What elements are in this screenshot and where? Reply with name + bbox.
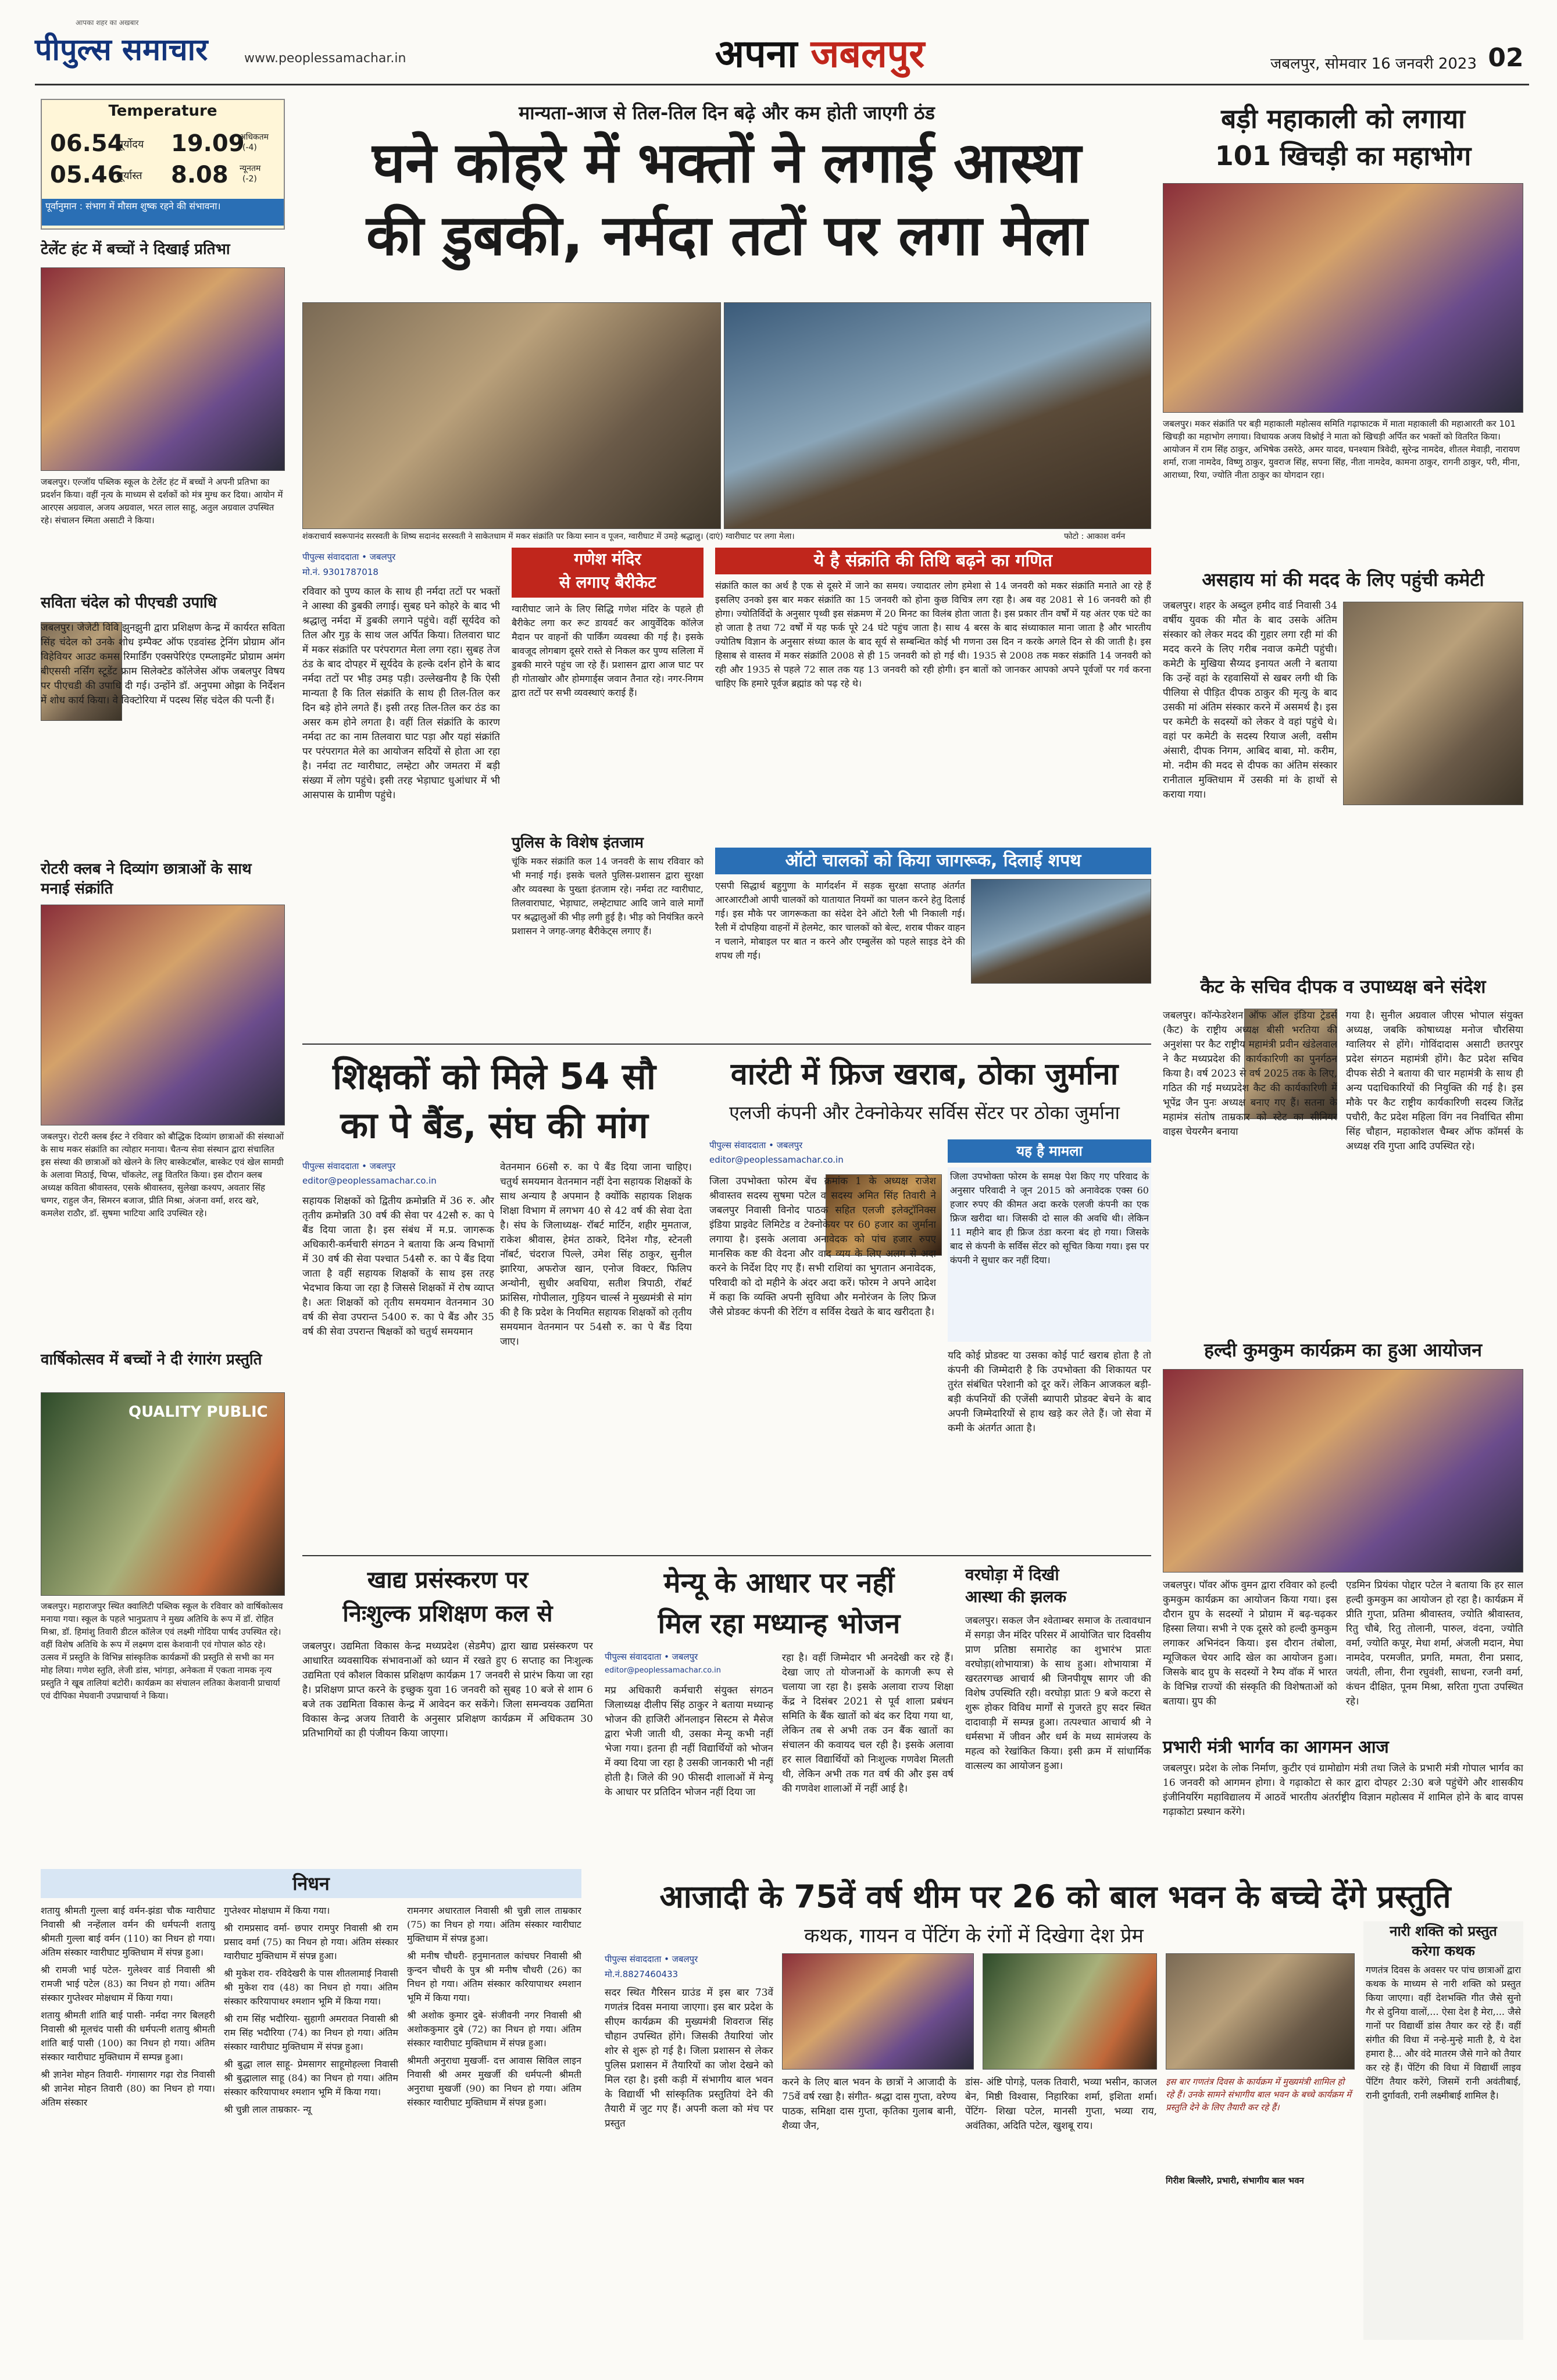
cait-text-col2: गया है। सुनील अग्रवाल जीएस भोपाल संयुक्त अध्यक्ष, जबकि कोषाध्यक्ष मनोज चौरसिया ग्वालियर से होंगे। गोविंदादास असाटी छतरपुर प्रदेश संगठन महामंत्री होंगे। कैट प्रदेश सचिव दीपक सेठी ने बताया की चार महामंत्री के साथ ही अन्य पदाधिकारियों की नियुक्ति की गई है। इस मौके पर कैट राष्ट्रीय कार्यकारिणी सदस्य जितेंद्र पचौरी, कैट प्रदेश महिला विंग नव निर्वाचित सीमा सिंह चौहान, महाकोशल चैम्बर ऑफ कॉमर्स के अध्यक्ष रवि गुप्ता आदि उपस्थित रहे। <box>1346 1010 1523 1152</box>
obituary-col2 <box>224 1904 398 2334</box>
menu-text-col1: मप्र अधिकारी कर्मचारी संयुक्त संगठन जिलाध्यक्ष दीलीप सिंह ठाकुर ने बताया मध्यान्ह भोजन की हाजिरी ऑनलाइन सिस्टम से मैसेज द्वारा भेजी जाती थी, उसका मेन्यू कभी नहीं भेजा गया। इतना ही नहीं विद्यार्थियों को भोजन में क्या दिया जा रहा है उसकी जानकारी भी नहीं होती है। जिले की 90 फीसदी शालाओं में मेन्यू के आधार पर प्रतिदिन भोजन नहीं दिया जा <box>605 1685 773 1798</box>
warranty-text-col1: जिला उपभोक्ता फोरम बेंच क्रमांक 1 के अध्यक्ष राजेश श्रीवास्तव सदस्य सुषमा पटेल व सदस्य अमित सिंह तिवारी ने जबलपुर निवासी विनोद पाठक सहित एलजी इलेक्ट्रॉनिक्स इंडिया प्राइवेट लिमिटेड व टेक्नोकेयर पर 60 हजार का जुर्माना लगाया है। इसके अलावा अनावेदक को पांच हजार रुपए मानसिक कष्ट की वेदना और वाद व्यय के लिए अलग से अदा करने के निर्देश दिए गए हैं। सभी राशियां का भुगतान अनावेदक, परिवादी को दो महीने के अंदर अदा करें। फोरम ने अपने आदेश में कहा कि व्यक्ति अपनी सुविधा और मनोरंजन के लिए फ्रिज जैसे प्रोडक्ट कंपनी की रेटिंग व सर्विस देखते के बाद खरीदता है। <box>709 1175 936 1318</box>
menu-email: editor@peoplessamachar.co.in <box>605 1666 721 1675</box>
talent-hunt-caption: जबलपुर। एल्जॉय पब्लिक स्कूल के टेलेंट हंट में बच्चों ने अपनी प्रतिभा का प्रदर्शन किया। वहीं नृत्य के माध्यम से दर्शकों को मंत्र मुग्ध कर दिया। आयोन में आरएस अग्रवाल, अजय अग्रवाल, भरत लाल साहू, अतुल अग्रवाल उपस्थित रहे। संचालन स्मिता असाटी ने किया। <box>41 477 283 526</box>
annual-photo <box>41 1392 285 1596</box>
bal-bhavan-photo-2 <box>983 1953 1157 2070</box>
max-diff: (-4) <box>242 143 257 152</box>
obituary-item: श्री राम सिंह भदौरिया- सुहागी अमरावत निवासी श्री राम सिंह भदौरिया (74) का निधन हो गया। अंतिम संस्कार ग्वारीघाट मुक्तिधाम में संपन्न हुआ। <box>224 2013 398 2052</box>
section-title <box>669 26 971 78</box>
haldi-text-col2: एडमिन प्रियंका पोद्दार पटेल ने बताया कि हर साल हल्दी कुमकुम का आयोजन हो रहा है। कार्यक्रम में प्रीति गुप्ता, प्रतिमा श्रीवास्तव, ज्योति श्रीवास्तव, रितु चौबे, रितु तोलानी, पारुल, वंदना, ज्योति वर्मा, ज्योति कपूर, मेधा शर्मा, अंजली मदान, मेघा नामदेव, परमजीत, प्रगति, ममता, रीना प्रसाद, जयंती, लीना, रीना रघुवंशी, साधना, रजनी वर्मा, कंचन दीक्षित, पूनम मिश्रा, सरिता गुप्ता उपस्थित रहे। <box>1346 1579 1523 1707</box>
lead-headline-1: घने कोहरे में भक्तों ने लगाई आस्था <box>372 130 1081 195</box>
logo-tagline: आपका शहर का अखबार <box>76 19 139 27</box>
mahakali-photo <box>1163 183 1523 413</box>
warranty-email: editor@peoplessamachar.co.in <box>709 1155 844 1165</box>
police-text: चूंकि मकर संक्रांति कल 14 जनवरी के साथ रविवार को भी मनाई गई। इसके चलते पुलिस-प्रशासन द्वारा सुरक्षा और व्यवस्था के पुख्ता इंतजाम रहे। नर्मदा तट ग्वारीघाट, तिलवाराघाट, भेड़ाघाट, लम्हेटाघाट आदि जाने वाले मार्गों पर श्रद्धालुओं की भीड़ लगी हुई है। भीड़ को नियंत्रित करने प्रशासन ने जगह-जगह बैरीकेट्स लगाए हैं। <box>512 856 703 937</box>
bal-bhavan-photo-1 <box>782 1953 974 2070</box>
menu-headline-2: मिल रहा मध्यान्ह भोजन <box>658 1607 901 1640</box>
sunset-label: सूर्यास्त <box>116 170 142 182</box>
obituary-item: रामनगर अधारताल निवासी श्री चुन्नी लाल ताम्रकार (75) का निधन हो गया। अंतिम संस्कार ग्वारीघाट मुक्तिधाम में संपन्न हुआ। <box>407 1905 581 1944</box>
nari-shakti-headline-1: नारी शक्ति को प्रस्तुत <box>1390 1923 1497 1939</box>
bal-bhavan-text-col1: सदर स्थित गैरिसन ग्राउंड में इस बार 73वें गणतंत्र दिवस मनाया जाएगा। इस बार प्रदेश के सीएम कार्यक्रम की मुख्यमंत्री शिवराज सिंह चौहान उपस्थित होंगे। जिसकी तैयारियां जोर शोर से शुरू हो गई है। जिला प्रशासन से लेकर पुलिस प्रशासन में तैयारियों का जोश देखने को मिल रहा है। इसी कड़ी में संभागीय बाल भवन के विद्यार्थी भी सांस्कृतिक प्रस्तुतियां देने की तैयारी में जुट गए हैं। अपनी कला को मंच पर प्रस्तुत <box>605 1987 773 2129</box>
warranty-headline: वारंटी में फ्रिज खराब, ठोका जुर्माना <box>730 1057 1119 1092</box>
obituary-item: श्रीमती अनुराधा मुखर्जी- दत्त आवास सिविल लाइन निवासी श्री अमर मुखर्जी की धर्मपत्नी श्रीमती अनुराधा मुखर्जी (90) का निधन हो गया। अंतिम संस्कार ग्वारीघाट मुक्तिधाम में संपन्न हुआ। <box>407 2055 581 2108</box>
gaurav-text: संक्रांति काल का अर्थ है एक से दूसरे में जाने का समय। ज्यादातर लोग हमेशा से 14 जनवरी को मकर संक्रांति मनाते आ रहे हैं इसलिए उनको इस बार मकर संक्रांति का 15 जनवरी को होना कुछ विचित्र लग रहा है। अब वह 2081 से 16 जनवरी को ही होगा। ज्योतिर्विदों के अनुसार पृथ्वी इस संक्रमण में 20 मिनट का विलंब होता जाता है। इस प्रकार तीन वर्षों में यह अंतर एक घंटे का हो जाता है तथा 72 वर्षों में यह फर्क पूरे 24 घंटे पहुंच जाता है। साथ 4 बरस के बाद संध्याकाल माना जाता है और भारतीय ज्योतिष विज्ञान के अनुसार संध्या काल के बाद सूर्य से सम्बन्धित कोई भी गणना उस दिन न करके अगले दिन से की जाती है। इस हिसाब से वास्तव में मकर संक्रांति 2008 से ही 15 जनवरी को हो गई थी। 1935 से 2008 तक मकर संक्रांति 14 जनवरी को रही और 1935 से पहले 72 साल तक यह 13 जनवरी को रही होगी। इन बातों को जानकर आपको अपने पूर्वजों पर गर्व करना चाहिए कि हमारे पूर्वज ब्रह्मांड को पढ़ रहे थे। <box>715 580 1151 689</box>
talent-hunt-title: टेलेंट हंट में बच्चों ने दिखाई प्रतिभा <box>41 241 230 258</box>
mahakali-headline-1: बड़ी महाकाली को लगाया <box>1221 103 1465 134</box>
bargodha-text: जबलपुर। सकल जैन श्वेताम्बर समाज के तत्वावधान में सगड़ा जैन मंदिर परिसर में आयोजित चार दिवसीय प्राण प्रतिष्ठा समारोह का शुभारंभ प्रातः वरघोड़ा(शोभायात्रा) के साथ हुआ। शोभायात्रा में खरतरगच्छ आचार्य श्री जिनपीयूष सागर जी की विशेष उपस्थिति रही। वरघोड़ा प्रातः 9 बजे कटरा से शुरू होकर विविध मार्गों से गुजरते हुए सदर स्थित दादावाड़ी में सम्पन्न हुआ। तत्पश्चात आचार्य श्री ने धर्मसभा में जीवन और धर्म के मध्य सामंजस्य के महत्व को रेखांकित किया। इसी क्रम में सांधार्मिक वात्सल्य का आयोजन हुआ। <box>965 1615 1151 1772</box>
obituary-item: श्री अशोक कुमार दुबे- संजीवनी नगर निवासी श्री अशोककुमार दुबे (72) का निधन हो गया। अंतिम संस्कार ग्वारीघाट मुक्तिधाम में संपन्न हुआ। <box>407 2010 581 2049</box>
section-title-1: अपना <box>715 31 798 76</box>
logo-text: पीपुल्स समाचार <box>35 33 208 67</box>
asahay-photo <box>1343 602 1523 805</box>
max-label: अधिकतम <box>240 133 269 142</box>
lead-divider <box>302 1044 1151 1045</box>
website-url[interactable]: www.peoplessamachar.in <box>244 51 406 66</box>
bal-bhavan-headline: आजादी के 75वें वर्ष थीम पर 26 को बाल भवन के बच्चे देंगे प्रस्तुति <box>659 1878 1451 1915</box>
teachers-byline: पीपुल्स संवाददाता • जबलपुर <box>302 1161 396 1171</box>
mahakali-caption: जबलपुर। मकर संक्रांति पर बड़ी महाकाली महोत्सव समिति गढ़ाफाटक में माता महाकाली की महाआरती कर 101 खिचड़ी का महाभोग लगाया। विधायक अजय विश्नोई ने माता को खिचड़ी अर्पित कर भक्तों को वितरित किया। आयोजन में राम सिंह ठाकुर, अभिषेक उसरेठे, अमर यादव, घनश्याम त्रिवेदी, सुरेन्द्र नामदेव, शीतल मेवाड़ी, नारायण शर्मा, राजा नामदेव, विष्णु ठाकुर, युवराज सिंह, सपना सिंह, नीता नामदेव, कामना ठाकुर, रागनी ठाकुर, परी, मीना, आराध्या, रिया, ज्योति नीता ठाकुर का योगदान रहा। <box>1163 419 1520 480</box>
rotary-photo <box>41 905 285 1125</box>
max-temp: 19.09 <box>171 130 245 157</box>
lead-photo-caption: शंकराचार्य स्वरूपानंद सरस्वती के शिष्य सदानंद सरस्वती ने साकेतधाम में मकर संक्रांति पर किया स्नान व पूजन, ग्वारीघाट में उमड़े श्रद्धालु। (दाएं) ग्वारीघाट पर लगा मेला। <box>302 532 795 541</box>
food-headline-1: खाद्य प्रसंस्करण पर <box>367 1567 528 1593</box>
bal-bhavan-text-col3: डांस- अंष्टि पोगड़े, पलक तिवारी, भव्या भसीन, काजल बेन, मिष्ठी विश्वास, निहारिका शर्मा, इशिता शर्मा। पेंटिंग- शिखा पटेल, मानसी गुप्ता, भव्या राय, अवंतिका, अदिति पटेल, खुशबू राय। <box>965 2077 1157 2132</box>
annual-caption: जबलपुर। महाराजपुर स्थित क्वालिटी पब्लिक स्कूल के रविवार को वार्षिकोत्सव मनाया गया। स्कूल के पहले भानुप्रताप ने मुख्य अतिथि के रूप में डॉ. रोहित मिश्रा, डॉ. हिमांशु तिवारी डीटल कॉलेज एवं लक्ष्मी गोदिया पार्षद उपस्थित रहे। वहीं विशेष अतिथि के रूप में लक्ष्मण दास केशवानी एवं गोपाल कोठ रहे। उत्सव में प्रस्तुति के विभिन्न सांस्कृतिक कार्यक्रमों की प्रस्तुति से सभी का मन मोह लिया। गणेश स्तुति, लेजी डांस, भांगड़ा, अनेकता में एकता नामक नृत्य प्रस्तुति ने खूब तालियां बटोरी। कार्यक्रम का संचालन लतिका केशवानी प्राचार्या एवं दीपिका मेघवानी उपप्राचार्या ने किया। <box>41 1601 283 1701</box>
teachers-email: editor@peoplessamachar.co.in <box>302 1175 437 1186</box>
bal-bhavan-mobile: मो.नं.8827460433 <box>605 1969 678 1979</box>
rotary-caption: जबलपुर। रोटरी क्लब ईस्ट ने रविवार को बौद्धिक दिव्यांग छात्राओं की संस्थाओं के साथ मकर संक्रांति का त्योहार मनाया। चैतन्य सेवा संस्थान द्वारा संचालित इस संस्था की छात्राओं को खेलने के लिए बास्केटबॉल, बास्केट एवं खेल सामग्री के अलावा मिठाई, चिप्स, चॉकलेट, लड्डू वितरित किया। इस दौरान क्लब अध्यक्ष कविता श्रीवास्तव, एसके श्रीवास्तव, सुलेखा कश्यप, अवतार सिंह चग्गर, राहुल जैन, सिमरन बजाज, प्रीति मिश्रा, अंजना वर्मा, शरद खरे, कमलेश राठौर, डॉ. सुषमा भाटिया आदि उपस्थित रहे। <box>41 1131 284 1218</box>
bargodha-headline-1: वरघोड़ा में दिखी <box>965 1565 1059 1584</box>
ganesh-title-1: गणेश मंदिर <box>574 549 641 569</box>
sunrise-label: सूर्योदय <box>116 138 144 151</box>
min-temp: 8.08 <box>171 162 228 188</box>
menu-byline: पीपुल्स संवाददाता • जबलपुर <box>605 1652 698 1662</box>
ganesh-box-title <box>512 548 703 598</box>
bal-bhavan-photo-caption: इस बार गणतंत्र दिवस के कार्यक्रम में मुख्यमंत्री शामिल हो रहे हैं। उनके सामने संभागीय बाल भवन के बच्चे कार्यक्रम में प्रस्तुति देने के लिए तैयारी कर रहे हैं। <box>1166 2077 1352 2113</box>
haldi-photo <box>1163 1369 1523 1573</box>
masthead <box>0 0 1557 87</box>
cait-text-col1: जबलपुर। कॉन्फेडरेशन ऑफ ऑल इंडिया ट्रेडर्स (कैट) के राष्ट्रीय अध्यक्ष बीसी भरतिया की अनुशंसा पर कैट राष्ट्रीय महामंत्री प्रवीन खंडेलवाल ने कैट मध्यप्रदेश की कार्यकारिणी का पुनर्गठन किया है। वर्ष 2023 से वर्ष 2025 तक के लिए, गठित की गई मध्यप्रदेश कैट की कार्यकारिणी में भूपेंद्र जैन पुनः अध्यक्ष बनाए गए हैं। सतना के महामंत्र संतोष ताम्रकार को स्टेट का सीनियर वाइस चेयरमैन बनाया <box>1163 1010 1337 1138</box>
teachers-text-col1: सहायक शिक्षकों को द्वितीय क्रमोन्नति में 36 रु. और तृतीय क्रमोन्नति 30 वर्ष की सेवा पर 42सौ रु. का पे बैंड दिया जाता है। इस संबंध में म.प्र. जागरूक अधिकारी-कर्मचारी संगठन ने बताया कि अन्य विभागों में 30 वर्ष की सेवा पश्चात 54सौ रु. का पे बैंड दिया जाता है वहीं सहायक शिक्षकों के साथ इस तरह भेदभाव किया जा रहा है जिससे शिक्षकों में रोष व्याप्त है। अतः शिक्षकों को तृतीय समयमान वेतनमान 30 वर्ष की सेवा उपरान्त 5400 रु. का पे बैंड और 35 वर्ष की सेवा उपरान्त षिक्षकों को चतुर्थ समयमान <box>302 1195 494 1338</box>
bal-bhavan-subhead: कथक, गायन व पेंटिंग के रंगों में दिखेगा देश प्रेम <box>804 1924 1144 1947</box>
dateline: जबलपुर, सोमवार 16 जनवरी 2023 <box>1270 55 1477 73</box>
lead-mobile: मो.नं. 9301787018 <box>302 567 378 577</box>
obituary-item: गुप्तेश्वर मोक्षधाम में किया गया। <box>224 1905 330 1916</box>
nari-shakti-box <box>1363 1921 1523 2340</box>
auto-photo <box>971 879 1151 984</box>
obituary-item: शतायु श्रीमती शांति बाई पासी- नर्मदा नगर बिलहरी निवासी श्री मूलचंद पासी की धर्मपत्नी शतायु श्रीमती शांति बाई पासी (100) का निधन हो गया। अंतिम संस्कार ग्वारीघाट मुक्तिधाम में सम्पन्न हुआ। <box>41 2010 215 2063</box>
obituary-item: श्री चुन्नी लाल ताम्रकार- न्यू <box>224 2104 312 2115</box>
teachers-text-col2: वेतनमान 66सौ रु. का पे बैंड दिया जाना चाहिए। चतुर्थ समयमान वेतनमान नहीं देना सहायक शिक्षकों के साथ अन्याय है अपमान है क्योंकि सहायक शिक्षक शिक्षा विभाग में लगभग 40 से 42 वर्ष की सेवा देता है। संघ के जिलाध्यक्ष- रॉबर्ट मार्टिन, शहीर मुमताज, राकेश श्रीवास, हेमंत ठाकरे, दिनेश गौड़, स्टेनली नॉबर्ट, चंदराज पिल्ले, उमेश सिंह ठाकुर, सुनील झारिया, अफरोज खान, एनोज विक्टर, फिलिप अन्थोनी, सुधीर अवधिया, सतीश त्रिपाठी, रॉबर्ट फ्रांसिस, गोपीलाल, गुड़ियन चार्ल्स ने मुख्यमंत्री से मांग की है कि प्रदेश के नियमित सहायक शिक्षकों को तृतीय समयमान वेतनमान पर 54सौ रु. का पे बैंड दिया जाए। <box>500 1162 692 1348</box>
cait-headline: कैट के सचिव दीपक व उपाध्यक्ष बने संदेश <box>1200 975 1486 998</box>
lead-photo-left <box>302 302 721 529</box>
nari-shakti-headline-2: करेगा कथक <box>1412 1943 1475 1959</box>
auto-title: ऑटो चालकों को किया जागरूक, दिलाई शपथ <box>715 848 1151 874</box>
masthead-rule <box>35 84 1529 85</box>
weather-forecast: पूर्वानुमान : संभाग में मौसम शुष्क रहने की संभावना। <box>42 199 284 226</box>
obituary-col3 <box>407 1904 581 2334</box>
bal-bhavan-photo-3 <box>1166 1953 1355 2070</box>
annual-photo-banner: QUALITY PUBLIC <box>128 1403 268 1421</box>
paper-logo[interactable] <box>35 19 233 69</box>
auto-text: एसपी सिद्धार्थ बहुगुणा के मार्गदर्शन में सड़क सुरक्षा सप्ताह अंतर्गत आरआरटीओ आपी चालकों को यातायात नियमों का पालन करने हेतु दिलाई गई। इस मौके पर जागरूकता का संदेश देने ऑटो रैली भी निकाली गई। रैली में दोपहिया वाहनों में हेलमेट, कार चालकों को बेल्ट, शराब पीकर वाहन न चलाने, मोबाइल पर बात न करने और एम्बुलेंस को पहले साइड देने की शपथ ली गई। <box>715 880 965 961</box>
police-title: पुलिस के विशेष इंतजाम <box>512 834 644 852</box>
haldi-text-col1: जबलपुर। पॉवर ऑफ वुमन द्वारा रविवार को हल्दी कुमकुम कार्यक्रम का आयोजन किया गया। इस दौरान ग्रुप के सदस्यों ने प्रोग्राम में बढ़-चढ़कर हिस्सा लिया। सभी ने एक दूसरे को हल्दी कुमकुम लगाकर अभिनंदन किया। इस दौरान तंबोला, म्यूजिकल चेयर आदि खेल का आयोजन हुआ। जिसके बाद ग्रुप के सदस्यों ने रैम्प वॉक में भारत के विभिन्न राज्यों की संस्कृति की विशेषताओं को बताया। ग्रुप की <box>1163 1579 1337 1707</box>
gaurav-title: ये है संक्रांति की तिथि बढ़ने का गणित <box>715 548 1151 574</box>
lead-kicker: मान्यता-आज से तिल-तिल दिन बढ़े और कम होती जाएगी ठंड <box>519 102 935 124</box>
bal-bhavan-photo-credit: गिरीश बिल्लौरे, प्रभारी, संभागीय बाल भवन <box>1166 2175 1304 2186</box>
food-headline-2: निःशुल्क प्रशिक्षण कल से <box>342 1600 553 1627</box>
bargodha-headline-2: आस्था की झलक <box>965 1587 1067 1606</box>
lead-headline-2: की डुबकी, नर्मदा तटों पर लगा मेला <box>366 203 1087 268</box>
teachers-headline-2: का पे बैंड, संघ की मांग <box>340 1104 648 1146</box>
lead-byline: पीपुल्स संवाददाता • जबलपुर <box>302 552 396 562</box>
asahay-text: जबलपुर। शहर के अब्दुल हमीद वार्ड निवासी 34 वर्षीय युवक की मौत के बाद उसके अंतिम संस्कार को लेकर मदद की गुहार लगा रही मां की मदद करने के लिए गरीब नवाज कमेटी पहुंची। कमेटी के मुखिया सैय्यद इनायत अली ने बताया कि उन्हें वहां के रहवासियों से खबर लगी थी कि पीलिया से पीड़ित दीपक ठाकुर की मृत्यु के बाद उसकी मां अंतिम संस्कार करने में असमर्थ है। इस पर कमेटी के सदस्यों को लेकर वे वहां पहुंचे थे। वहां पर कमेटी के सदस्य रियाज अली, वसीम अंसारी, दीपक निगम, आबिद बाबा, मो. करीम, मो. नदीम की मदद से दीपक का अंतिम संस्कार रानीताल मुक्तिधाम में उसकी मां के हाथों से कराया गया। <box>1163 600 1337 801</box>
min-diff: (-2) <box>242 174 257 184</box>
obituary-item: श्री ज्ञानेश मोहन तिवारी- गंगासागर गढ़ा रोड निवासी श्री ज्ञानेश मोहन तिवारी (80) का निधन हो गया। अंतिम संस्कार <box>41 2069 215 2108</box>
ganesh-title-2: से लगाए बैरीकेट <box>559 573 656 592</box>
obituary-col1 <box>41 1904 215 2334</box>
obituary-header <box>41 1869 581 1898</box>
obituary-item: श्री रामजी भाई पटेल- गुलेश्वर वार्ड निवासी श्री रामजी भाई पटेल (83) का निधन हो गया। अंतिम संस्कार गुप्तेश्वर मोक्षधाम में किया गया। <box>41 1964 215 2003</box>
warranty-subhead: एलजी कंपनी और टेक्नोकेयर सर्विस सेंटर पर ठोका जुर्माना <box>729 1102 1120 1124</box>
teachers-headline-1: शिक्षकों को मिले 54 सौ <box>333 1055 656 1098</box>
bal-bhavan-byline: पीपुल्स संवाददाता • जबलपुर <box>605 1954 698 1964</box>
food-text: जबलपुर। उद्यमिता विकास केन्द्र मध्यप्रदेश (सेडमैप) द्वारा खाद्य प्रसंस्करण पर आधारित व्यवसायिक संभावनाओं को ध्यान में रखते हुए 6 सप्ताह का निःशुल्क उद्यमिता एवं कौशल विकास प्रशिक्षण कार्यक्रम 17 जनवरी से प्रारंभ किया जा रहा है। प्रशिक्षण प्राप्त करने के इच्छुक युवा 16 जनवरी को सुबह 10 बजे से शाम 6 बजे तक उद्यमिता विकास केन्द्र में आवेदन कर सकेंगे। जिला समन्वयक उद्यमिता विकास केन्द्र अजय तिवारी के अनुसार प्रशिक्षण कार्यक्रम में अधिकतम 30 प्रतिभागियों का ही पंजीयन किया जाएगा। <box>302 1641 593 1739</box>
obituary-item: श्री मनीष चौधरी- हनुमानताल कांचघर निवासी श्री कुन्दन चौधरी के पुत्र श्री मनीष चौधरी (26) का निधन हो गया। अंतिम संस्कार करियापाथर श्मशान भूमि में किया गया। <box>407 1950 581 2003</box>
page-number: 02 <box>1488 43 1524 73</box>
warranty-byline: पीपुल्स संवाददाता • जबलपुर <box>709 1140 803 1150</box>
annual-title: वार्षिकोत्सव में बच्चों ने दी रंगारंग प्रस्तुति <box>41 1351 262 1368</box>
weather-title: Temperature <box>108 102 217 120</box>
warranty-box-text: जिला उपभोक्ता फोरम के समक्ष पेश किए गए परिवाद के अनुसार परिवादी ने जून 2015 को अनावेदक एक्स 60 हजार रुपए की कीमत अदा करके एलजी कंपनी का एक फ्रिज खरीदा था। जिसकी दो साल की अवधि थी। लेकिन 11 महीने बाद ही फ्रिज ठंडा करना बंद हो गया। जिसके बाद से कंपनी के सर्विस सेंटर को सूचित किया गया। इस पर कंपनी ने सुधार कर नहीं दिया। <box>948 1167 1151 1342</box>
mahakali-headline-2: 101 खिचड़ी का महाभोग <box>1215 140 1472 171</box>
weather-box <box>41 99 285 230</box>
lead-text-col1: रविवार को पुण्य काल के साथ ही नर्मदा तटों पर भक्तों ने आस्था की डुबकी लगाई। सुबह घने कोहरे के बाद भी श्रद्धालु नर्मदा में डुबकी लगाने पहुंचे। वहीं सूर्यदेव को तिल और गुड़ के साथ जल अर्पित किया। तिलवारा घाट में मकर संक्रांति पर परंपरागत मेला लगा रहा। सुबह तेज ठंड के बाद दोपहर में सूर्यदेव के हल्के दर्शन होने के बाद नर्मदा तटों पर भीड़ उमड़ पड़ी। उल्लेखनीय है कि ऐसी मान्यता है कि तिल संक्रांति के साथ ही तिल-तिल कर दिन बड़े होने लगते हैं। इसी तरह तिल-तिल कर ठंड का असर कम होने लगता है। वहीं तिल संक्रांति के कारण नर्मदा तट का नाम तिलवारा घाट पड़ा और यहां संक्रांति पर परंपरागत मेले का आयोजन सदियों से होता आ रहा है। नर्मदा तट ग्वारीघाट, लम्हेटा और जमतरा में बड़ी संख्या में लोग पहुंचे। इसी तरह भेड़ाघाट धुआंधार में भी आसपास के ग्रामीण पहुंचे। <box>302 586 500 801</box>
bal-bhavan-text-col2: करने के लिए बाल भवन के छात्रों ने आजादी के 75वें वर्ष रखा है। संगीत- श्रद्धा दास गुप्ता, वरेण्य पाठक, समिक्षा दास गुप्ता, कृतिका गुलाब बानी, शैव्या जैन, <box>782 2077 956 2132</box>
haldi-headline: हल्दी कुमकुम कार्यक्रम का हुआ आयोजन <box>1204 1339 1482 1361</box>
rotary-title: रोटरी क्लब ने दिव्यांग छात्राओं के साथ मनाई संक्रांति <box>41 860 252 898</box>
savita-text: जबलपुर। जेजेटी विवि झुनझुनी द्वारा प्रशिक्षण केन्द्र में कार्यरत सविता सिंह चंदेल को उनके शोध इम्पैक्ट ऑफ एडवांस्ड ट्रेनिंग प्रोग्राम ऑन विहेवियर आउट कमस रिमार्डिंग एक्सपेरिएंड एम्प्लाइमेंट प्रोग्राम अमंग बीएससी नर्सिंग स्टूडेंट फ्राम सिलेक्टेड कॉलेजेस ऑफ जबलपुर विषय पर पीएचडी की उपाधि दी गई। उन्होंने डॉ. अनुपमा ओझा के निर्देशन में शोध कार्य किया। वे विक्टोरिया में पदस्थ सिंह चंदेल की पत्नी हैं। <box>41 622 285 706</box>
obituary-item: श्री मुकेश राव- रविदेखरी के पास शीतलामाई निवासी श्री मुकेश राव (48) का निधन हो गया। अंतिम संस्कार करियापाथर श्मशान भूमि में किया गया। <box>224 1968 398 2007</box>
lead-photo-right <box>724 302 1151 529</box>
talent-hunt-photo <box>41 267 285 471</box>
obituary-section <box>41 1869 581 2334</box>
menu-text-col2: रहा है। वहीं जिम्मेदार भी अनदेखी कर रहे हैं। देखा जाए तो योजनाओं के कागजी रूप से चलाया जा रहा है। इसके अलावा राज्य शिक्षा केंद्र ने दिसंबर 2021 से पूर्व शाला प्रबंधन समिति के बैंक खातों को बंद कर दिया गया था, लेकिन तब से अभी तक उन बैंक खातों का संचालन की कवायद चल रही है। इसके अलावा हर साल विद्यार्थियों को निःशुल्क गणवेश मिलती थी, लेकिन अभी तक गत वर्ष की और इस वर्ष की गणवेश शालाओं में नहीं आई है। <box>782 1652 954 1795</box>
min-label: न्यूनतम <box>240 164 261 173</box>
obituary-item: श्री बुद्धा लाल साहू- प्रेमसागर साहूमोहल्ला निवासी श्री बुद्धालाल साहू (84) का निधन हो गया। अंतिम संस्कार करियापाथर श्मशान भूमि में किया गया। <box>224 2059 398 2097</box>
lead-photo-credit: फोटो : आकाश वर्मन <box>1064 532 1126 541</box>
menu-headline-1: मेन्यू के आधार पर नहीं <box>663 1567 895 1599</box>
mid-divider <box>302 1555 1151 1556</box>
section-title-2: जबलपुर <box>810 31 925 76</box>
prabhari-headline: प्रभारी मंत्री भार्गव का आगमन आज <box>1163 1737 1389 1757</box>
nari-shakti-text: गणतंत्र दिवस के अवसर पर पांच छात्राओं द्वारा कथक के माध्यम से नारी शक्ति को प्रस्तुत किया जाएगा। वहीं देशभक्ति गीत जैसे सुनो गैर से दुनिया वालों,... ऐसा देश है मेरा,... जैसे गानों पर विद्यार्थी डांस तैयार कर रहे हैं। वहीं संगीत की विधा में नन्हे-मुन्हे माती है, ये देश हमारा है... और वंदे मातरम जैसे गाने को तैयार कर रहे हैं। पेंटिंग की विधा में विद्यार्थी लाइव पेंटिंग तैयार करेंगे, जिसमें रानी अवंतीबाई, रानी दुर्गावती, रानी लक्ष्मीबाई शामिल है। <box>1366 1964 1521 2101</box>
warranty-box-title: यह है मामला <box>948 1139 1151 1163</box>
obituary-item: शतायु श्रीमती गुल्ला बाई वर्मन-झंडा चौक ग्वारीघाट निवासी श्री नन्हेंलाल वर्मन की धर्मपत्नी शतायु श्रीमती गुल्ला बाई वर्मन (110) का निधन हो गया। अंतिम संस्कार ग्वारीघाट मुक्तिधाम में संपन्न हुआ। <box>41 1905 215 1958</box>
sunrise-time: 06.54 <box>50 130 124 157</box>
warranty-text-col2: यदि कोई प्रोडक्ट या उसका कोई पार्ट खराब होता है तो कंपनी की जिम्मेदारी है कि उपभोक्ता की शिकायत पर तुरंत संबंधित परेशानी को दूर करें। लेकिन आजकल बड़ी-बड़ी कंपनियों की एजेंसी ब्यापारी प्रोडक्ट बेचने के बाद अपनी जिम्मेदारियों से हाथ खड़े कर लेते हैं। जो सेवा में कमी के अंतर्गत आता है। <box>948 1350 1151 1434</box>
savita-title: सविता चंदेल को पीएचडी उपाधि <box>41 594 217 612</box>
obituary-title: निधन <box>292 1872 330 1895</box>
sunset-time: 05.46 <box>50 162 124 188</box>
prabhari-text: जबलपुर। प्रदेश के लोक निर्माण, कुटीर एवं ग्रामोद्योग मंत्री तथा जिले के प्रभारी मंत्री गोपाल भार्गव का 16 जनवरी को आगमन होगा। वे गढ़ाकोटा से कार द्वारा दोपहर 2:30 बजे पहुंचेंगे और शासकीय इंजीनियरिंग महाविद्यालय में आठवें भारतीय अंतर्राष्ट्रीय विज्ञान महोत्सव में शामिल होने के बाद वापस गढ़ाकोटा प्रस्थान करेंगे। <box>1163 1763 1523 1818</box>
asahay-headline: असहाय मां की मदद के लिए पहुंची कमेटी <box>1202 569 1484 591</box>
ganesh-text: ग्वारीघाट जाने के लिए सिद्धि गणेश मंदिर के पहले ही बैरीकेट लगा कर रूट डायवर्ट कर आयुर्वेदिक कॉलेज मैदान पर वाहनों की पार्किंग व्यवस्था की गई है। इसके बावजूद लोगबाग दूसरे रास्ते से निकल कर पुण्य सलिला में डुबकी मारने पहुंच जा रहे हैं। प्रशासन द्वारा आज घाट पर ही गोताखोर और होमगार्ड्स जवान तैनात रहे। नगर-निगम द्वारा तटों पर सभी व्यवस्थाएं कराई हैं। <box>512 603 703 698</box>
obituary-item: श्री रामप्रसाद वर्मा- छपार रामपुर निवासी श्री राम प्रसाद वर्मा (75) का निधन हो गया। अंतिम संस्कार ग्वारीघाट मुक्तिधाम में संपन्न हुआ। <box>224 1922 398 1961</box>
